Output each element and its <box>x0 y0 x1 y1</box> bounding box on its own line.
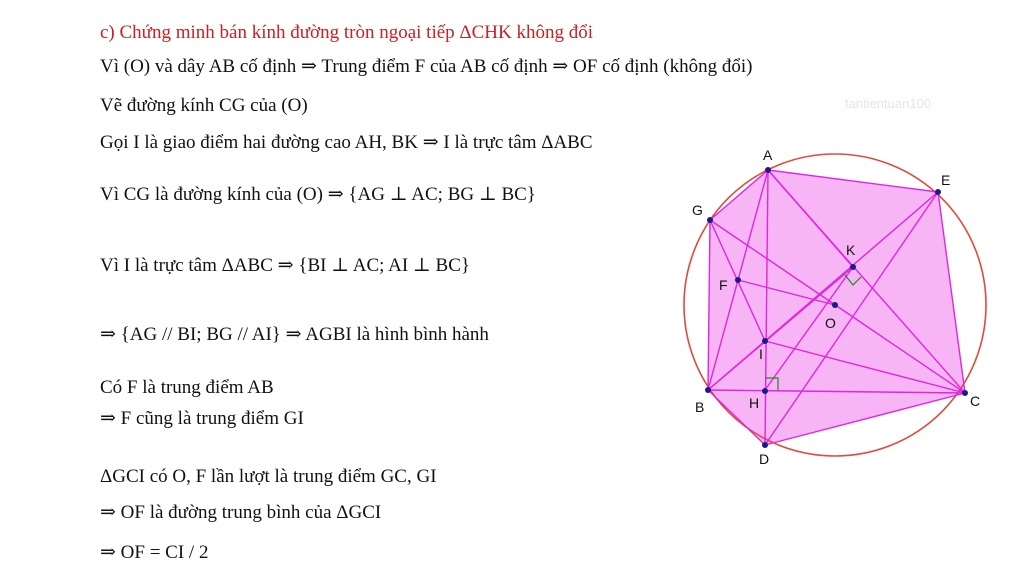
line-4: Vì CG là đường kính của (O) ⇒ {AG ⊥ AC; BG ⊥ BC} <box>100 184 536 205</box>
label-G: G <box>692 202 703 218</box>
label-K: K <box>846 242 856 258</box>
point-G <box>707 217 713 223</box>
line-7: Có F là trung điểm AB <box>100 377 274 398</box>
line-11: ⇒ OF = CI / 2 <box>100 542 209 563</box>
line-3: Gọi I là giao điểm hai đường cao AH, BK ⇒ I là trực tâm ΔABC <box>100 132 593 153</box>
point-C <box>962 390 968 396</box>
point-F <box>735 277 741 283</box>
label-O: O <box>825 315 836 331</box>
line-5: Vì I là trực tâm ΔABC ⇒ {BI ⊥ AC; AI ⊥ BC} <box>100 255 471 276</box>
line-2: Vẽ đường kính CG của (O) <box>100 95 308 116</box>
watermark: tantientuan100 <box>845 96 932 111</box>
label-A: A <box>763 147 773 163</box>
geometry-figure <box>675 140 1020 475</box>
line-8: ⇒ F cũng là trung điểm GI <box>100 408 304 429</box>
line-1: Vì (O) và dây AB cố định ⇒ Trung điểm F của AB cố định ⇒ OF cố định (không đổi) <box>100 56 753 77</box>
point-E <box>935 189 941 195</box>
point-I <box>762 338 768 344</box>
point-D <box>762 442 768 448</box>
line-10: ⇒ OF là đường trung bình của ΔGCI <box>100 502 382 523</box>
point-A <box>765 167 771 173</box>
line-6: ⇒ {AG // BI; BG // AI} ⇒ AGBI là hình bình hành <box>100 324 489 345</box>
label-D: D <box>759 451 770 467</box>
label-C: C <box>970 393 981 409</box>
line-9: ΔGCI có O, F lần lượt là trung điểm GC, GI <box>100 466 437 487</box>
label-B: B <box>695 399 705 415</box>
label-I: I <box>759 346 763 362</box>
label-E: E <box>941 172 951 188</box>
point-O <box>832 302 838 308</box>
point-H <box>762 388 768 394</box>
label-F: F <box>719 277 728 293</box>
section-title: c) Chứng minh bán kính đường tròn ngoại tiếp ΔCHK không đổi <box>100 22 594 43</box>
label-H: H <box>749 395 760 411</box>
point-K <box>850 264 856 270</box>
point-B <box>705 387 711 393</box>
